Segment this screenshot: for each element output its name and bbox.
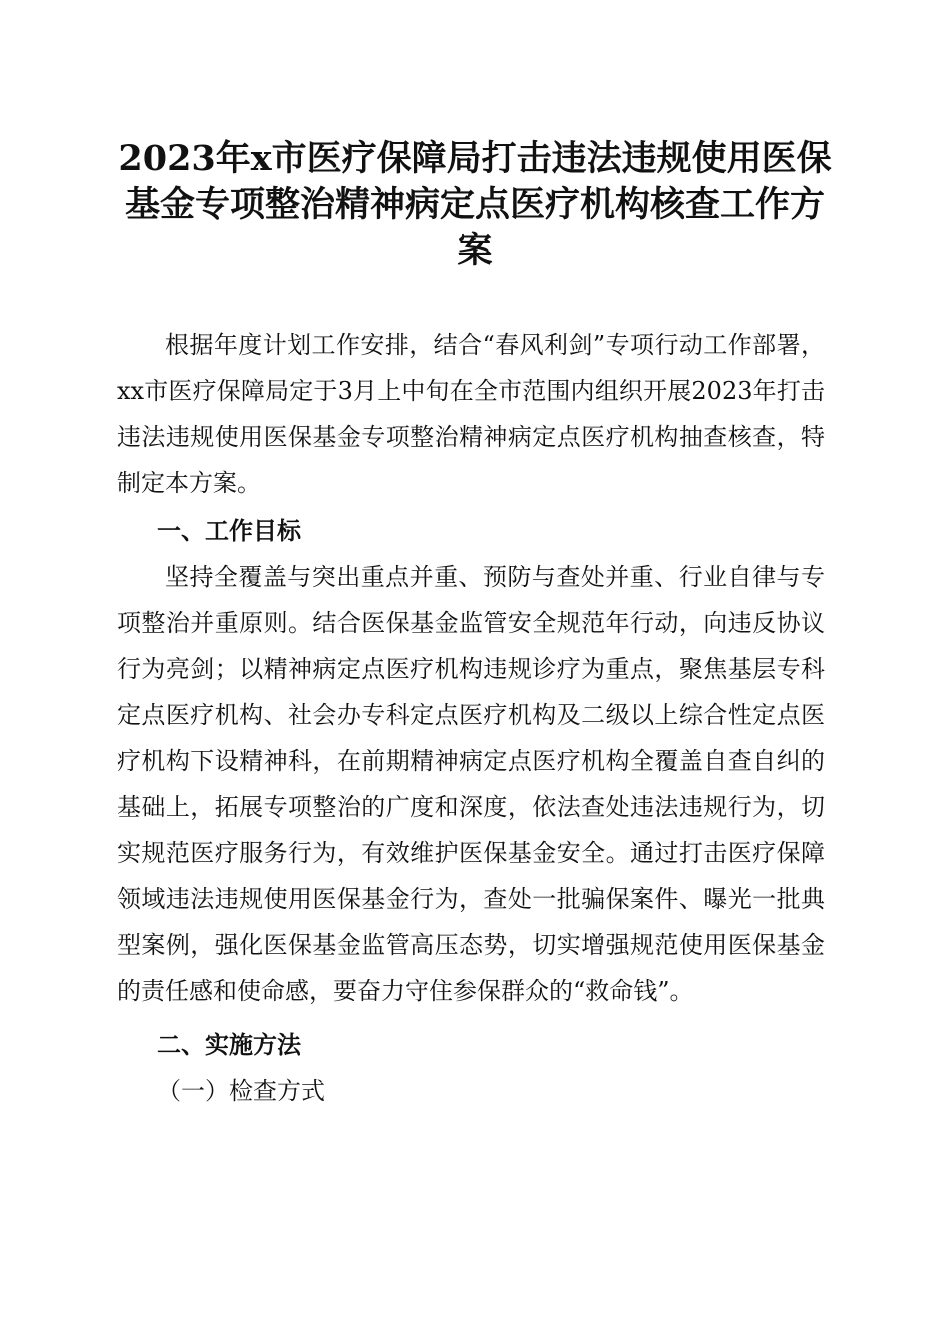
subsection-inspection-method: （一）检查方式 bbox=[157, 1077, 325, 1105]
title-line-3: 案 bbox=[457, 230, 493, 271]
title-line-2: 基金专项整治精神病定点医疗机构核查工作方 bbox=[124, 184, 825, 225]
section-heading-methods: 二、实施方法 bbox=[157, 1031, 301, 1059]
document-title bbox=[110, 136, 840, 274]
title-line-1: 2023年x市医疗保障局打击违法违规使用医保 bbox=[118, 138, 832, 179]
section-heading-goals: 一、工作目标 bbox=[157, 517, 301, 545]
goals-paragraph: 坚持全覆盖与突出重点并重、预防与查处并重、行业自律与专项整治并重原则。结合医保基金监管安全规范年行动，向违反协议行为亮剑；以精神病定点医疗机构违规诊疗为重点，聚焦基层专科定点医疗机构、社会办专科定点医疗机构及二级以上综合性定点医疗机构下设精神科，在前期精神病定点医疗机构全覆盖自查自纠的基础上，拓展专项整治的广度和深度，依法查处违法违规行为，切实规范医疗服务行为，有效维护医保基金安全。通过打击医疗保障领域违法违规使用医保基金行为，查处一批骗保案件、曝光一批典型案例，强化医保基金监管高压态势，切实增强规范使用医保基金的责任感和使命感，要奋力守住参保群众的“救命钱”。 bbox=[117, 563, 825, 1005]
intro-paragraph: 根据年度计划工作安排，结合“春风利剑”专项行动工作部署，xx市医疗保障局定于3月上中旬在全市范围内组织开展2023年打击违法违规使用医保基金专项整治精神病定点医疗机构抽查核查，特制定本方案。 bbox=[117, 331, 825, 497]
document-body bbox=[117, 322, 825, 1114]
